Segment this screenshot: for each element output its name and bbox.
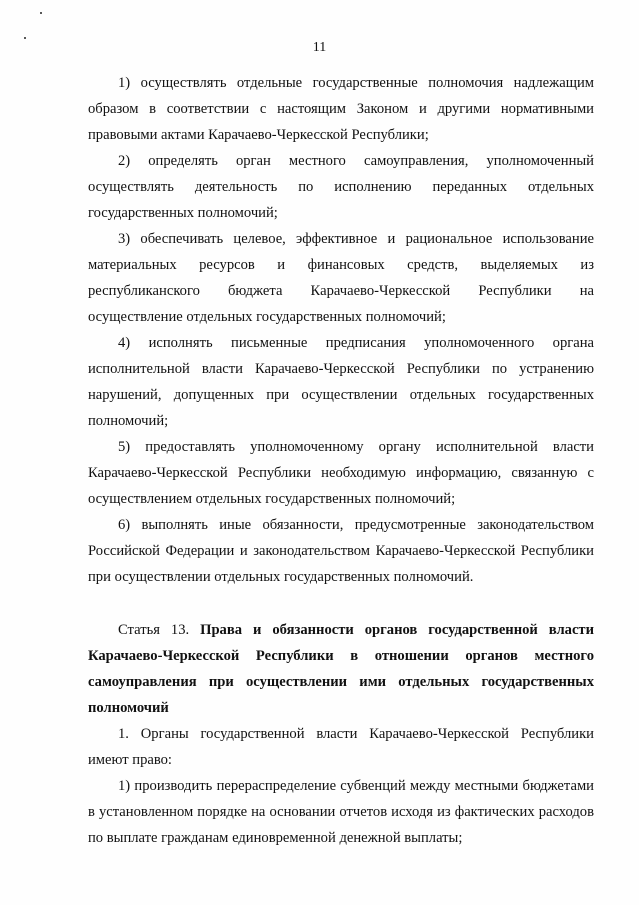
article-number: Статья 13. <box>118 622 201 638</box>
scan-speck <box>24 37 26 39</box>
document-body <box>88 70 594 851</box>
scan-speck <box>40 12 42 14</box>
paragraph-item-4: 4) исполнять письменные предписания уполномоченного органа исполнительной власти Карачаево-Черкесской Республики по устранению нарушений, допущенных при осуществлении отдельных государственных полномочий; <box>88 335 594 429</box>
paragraph-item-6: 6) выполнять иные обязанности, предусмотренные законодательством Российской Федерации и законодательством Карачаево-Черкесской Республики при осуществлении отдельных государственных полномочий. <box>88 517 594 585</box>
paragraph-item-1: 1) осуществлять отдельные государственные полномочия надлежащим образом в соответствии с настоящим Законом и другими нормативными правовыми актами Карачаево-Черкесской Республики; <box>88 75 594 143</box>
page-number: 11 <box>312 40 327 55</box>
paragraph-item-2: 2) определять орган местного самоуправления, уполномоченный осуществлять деятельность по исполнению переданных отдельных государственных полномочий; <box>88 153 594 221</box>
article-paragraph-2: 1) производить перераспределение субвенций между местными бюджетами в установленном порядке на основании отчетов исходя из фактических расходов по выплате гражданам единовременной денежной выплаты; <box>88 778 594 846</box>
article-title: Права и обязанности органов государственной власти Карачаево-Черкесской Республики в отношении органов местного самоуправления при осуществлении ими отдельных государственных полномочий <box>88 622 594 716</box>
paragraph-item-3: 3) обеспечивать целевое, эффективное и рациональное использование материальных ресурсов и финансовых средств, выделяемых из республиканского бюджета Карачаево-Черкесской Республики на осуществление отдельных государственных полномочий; <box>88 231 594 325</box>
article-heading-block <box>88 617 594 721</box>
article-paragraph-1: 1. Органы государственной власти Карачаево-Черкесской Республики имеют право: <box>88 726 594 768</box>
paragraph-item-5: 5) предоставлять уполномоченному органу исполнительной власти Карачаево-Черкесской Республики необходимую информацию, связанную с осуществлением отдельных государственных полномочий; <box>88 439 594 507</box>
article-heading <box>88 617 594 721</box>
